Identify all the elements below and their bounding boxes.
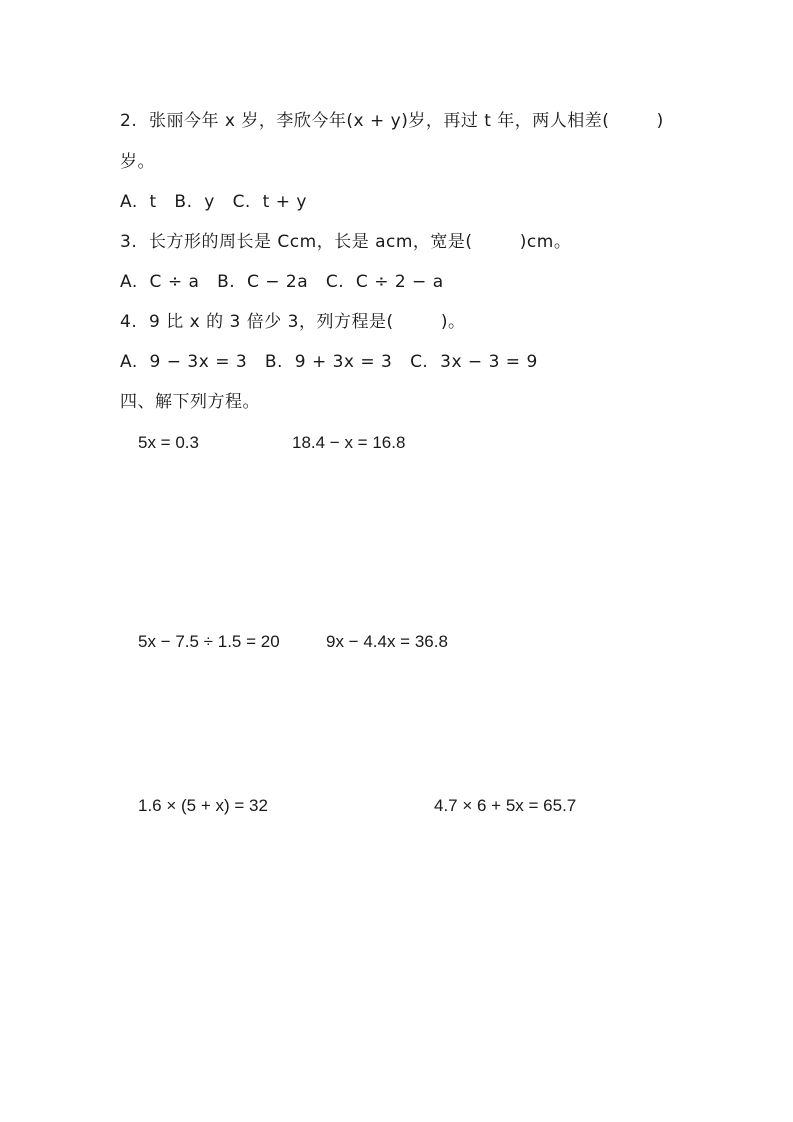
question-2-line-2: 岁。 [120, 152, 155, 172]
equation-3: 5x − 7.5 ÷ 1.5 = 20 [138, 632, 280, 651]
section-4-heading: 四、解下列方程。 [120, 392, 260, 412]
question-2-options: A. t B. y C. t + y [120, 192, 307, 212]
question-2-line-1: 2. 张丽今年 x 岁，李欣今年(x + y)岁，再过 t 年，两人相差( ) [120, 111, 664, 131]
equation-4: 9x − 4.4x = 36.8 [326, 632, 448, 651]
question-4: 4. 9 比 x 的 3 倍少 3，列方程是( )。 [120, 312, 466, 332]
equation-5: 1.6 × (5 + x) = 32 [138, 796, 268, 815]
question-3: 3. 长方形的周长是 Ccm，长是 acm，宽是( )cm。 [120, 232, 572, 252]
equation-6: 4.7 × 6 + 5x = 65.7 [434, 796, 577, 815]
equation-1: 5x = 0.3 [138, 433, 199, 452]
question-4-options: A. 9 − 3x = 3 B. 9 + 3x = 3 C. 3x − 3 = 9 [120, 352, 538, 372]
equation-2: 18.4 − x = 16.8 [292, 433, 406, 452]
question-3-options: A. C ÷ a B. C − 2a C. C ÷ 2 − a [120, 272, 444, 292]
